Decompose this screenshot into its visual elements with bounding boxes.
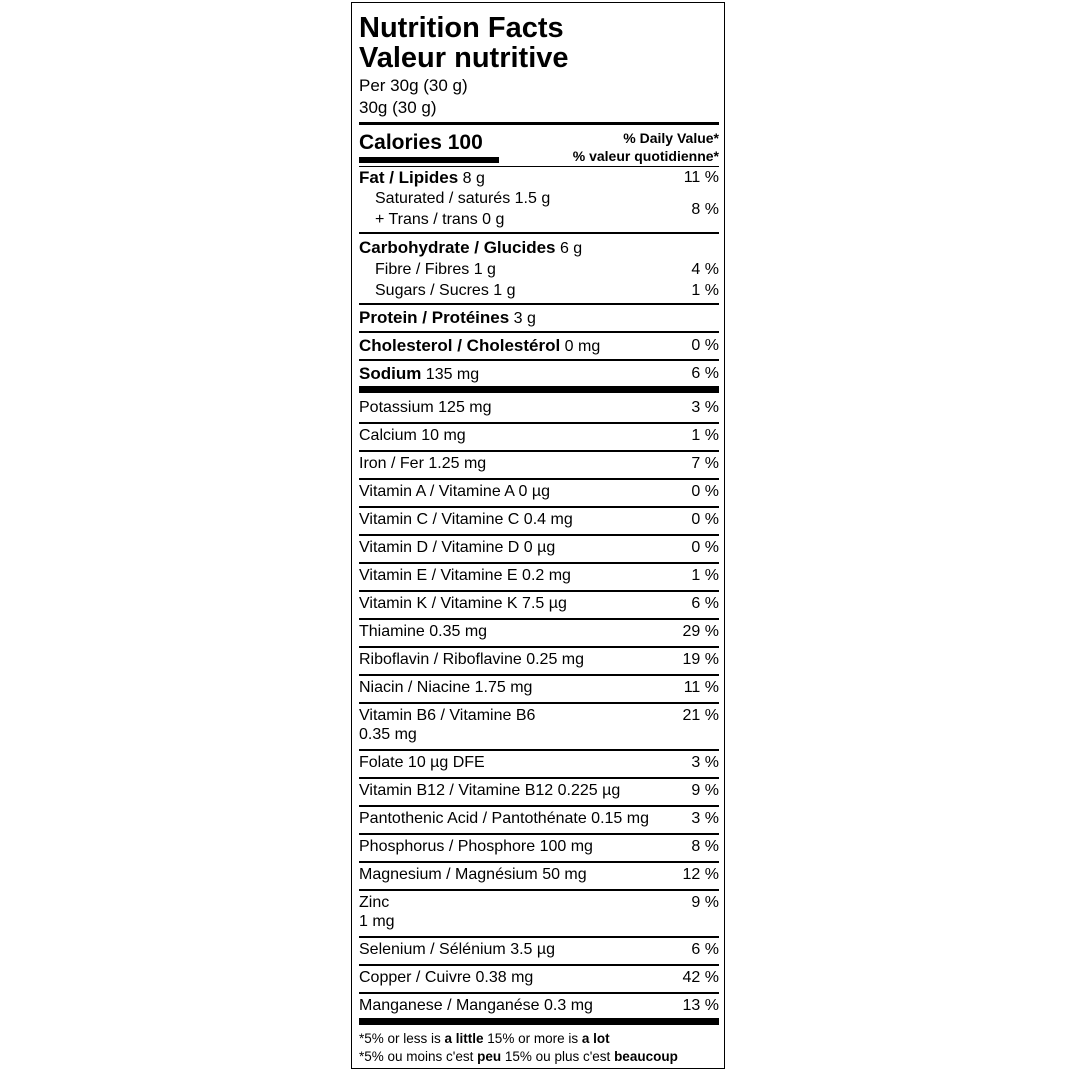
nutrient-name: Selenium / Sélénium 3.5 µg [359,941,555,958]
nutrient-name: Manganese / Manganése 0.3 mg [359,997,593,1014]
divider [359,833,719,835]
nutrient-name: Vitamin C / Vitamine C 0.4 mg [359,511,573,528]
sugars-text: Sugars / Sucres 1 g [375,282,516,299]
nutrient-name: Vitamin E / Vitamine E 0.2 mg [359,567,571,584]
nutrient-percent: 19 % [682,651,719,668]
saturated-fat: Saturated / saturés 1.5 g [375,190,551,207]
nutrient-percent: 29 % [682,623,719,640]
divider [359,422,719,424]
nutrient-percent: 42 % [682,969,719,986]
thick-rule-bottom [359,1018,719,1025]
nutrition-facts-label [351,2,725,1069]
footnote-french: *5% ou moins c'est peu 15% ou plus c'est beaucoup [359,1049,678,1064]
nutrient-percent: 12 % [682,866,719,883]
nutrient-name: Vitamin B6 / Vitamine B6 [359,707,536,724]
footnote-english: *5% or less is a little 15% or more is a lot [359,1031,610,1046]
nutrient-name: Folate 10 µg DFE [359,754,485,771]
fat-amount: 8 g [458,170,485,187]
nutrient-percent: 3 % [691,754,719,771]
nutrient-name: Thiamine 0.35 mg [359,623,488,640]
divider [359,749,719,751]
daily-value-heading-english: % Daily Value* [623,130,719,146]
nutrient-amount: 1 mg [359,913,395,930]
serving-size-line-1: Per 30g (30 g) [359,76,468,95]
title-english: Nutrition Facts [359,12,564,44]
nutrient-percent: 11 % [683,679,719,696]
nutrient-name: Vitamin K / Vitamine K 7.5 µg [359,595,567,612]
nutrient-name: Phosphorus / Phosphore 100 mg [359,838,593,855]
cholesterol-label: Cholesterol / Cholestérol [359,336,561,355]
nutrient-percent: 3 % [691,810,719,827]
nutrient-name: Vitamin B12 / Vitamine B12 0.225 µg [359,782,621,799]
carbohydrate-label: Carbohydrate / Glucides [359,238,556,257]
nutrient-name: Pantothenic Acid / Pantothénate 0.15 mg [359,810,649,827]
nutrient-percent: 6 % [691,595,719,612]
nutrient-percent: 0 % [691,511,719,528]
daily-value-heading-french: % valeur quotidienne* [572,148,719,164]
thick-rule-top [359,122,719,125]
divider [359,166,719,167]
protein-amount: 3 g [509,310,536,327]
divider [359,562,719,564]
sodium-percent: 6 % [691,365,719,382]
nutrient-percent: 1 % [691,567,719,584]
fibre-percent: 4 % [691,261,719,278]
nutrient-percent: 1 % [691,427,719,444]
nutrient-percent: 9 % [691,894,719,911]
nutrient-percent: 21 % [682,707,719,724]
sugars-percent: 1 % [691,282,719,299]
nutrient-percent: 0 % [691,539,719,556]
sodium-amount: 135 mg [421,366,480,383]
title-french: Valeur nutritive [359,42,569,74]
nutrient-percent: 6 % [691,941,719,958]
nutrient-percent: 0 % [691,483,719,500]
cholesterol-amount: 0 mg [560,338,601,355]
nutrient-name: Zinc [359,894,390,911]
nutrient-name: Vitamin D / Vitamine D 0 µg [359,539,556,556]
divider [359,303,719,305]
divider [359,331,719,333]
calories-label: Calories 100 [359,131,483,154]
divider [359,964,719,966]
divider [359,702,719,704]
nutrient-amount: 0.35 mg [359,726,417,743]
trans-fat: + Trans / trans 0 g [375,211,505,228]
nutrient-name: Vitamin A / Vitamine A 0 µg [359,483,550,500]
divider [359,936,719,938]
thick-rule-vitamins [359,386,719,393]
divider [359,805,719,807]
divider [359,450,719,452]
nutrient-name: Copper / Cuivre 0.38 mg [359,969,534,986]
nutrient-percent: 9 % [691,782,719,799]
nutrient-percent: 3 % [691,399,719,416]
divider [359,534,719,536]
divider [359,777,719,779]
divider [359,506,719,508]
divider [359,646,719,648]
carbohydrate-amount: 6 g [555,240,583,257]
nutrient-name: Potassium 125 mg [359,399,492,416]
divider [359,232,719,234]
nutrient-name: Niacin / Niacine 1.75 mg [359,679,533,696]
serving-size-line-2: 30g (30 g) [359,98,437,117]
sodium-label: Sodium [359,364,422,383]
nutrient-name: Riboflavin / Riboflavine 0.25 mg [359,651,585,668]
divider [359,889,719,891]
divider [359,618,719,620]
saturated-trans-percent: 8 % [691,201,719,218]
nutrient-name: Calcium 10 mg [359,427,466,444]
divider [359,674,719,676]
nutrient-percent: 8 % [691,838,719,855]
calories-underline [359,157,499,163]
divider [359,861,719,863]
divider [359,359,719,361]
fat-label: Fat / Lipides [359,168,459,187]
fibre-text: Fibre / Fibres 1 g [375,261,496,278]
nutrient-percent: 13 % [682,997,719,1014]
nutrient-name: Iron / Fer 1.25 mg [359,455,487,472]
cholesterol-percent: 0 % [691,337,719,354]
divider [359,992,719,994]
protein-label: Protein / Protéines [359,308,510,327]
nutrient-name: Magnesium / Magnésium 50 mg [359,866,587,883]
divider [359,478,719,480]
fat-percent: 11 % [683,169,719,186]
divider [359,590,719,592]
nutrient-percent: 7 % [691,455,719,472]
